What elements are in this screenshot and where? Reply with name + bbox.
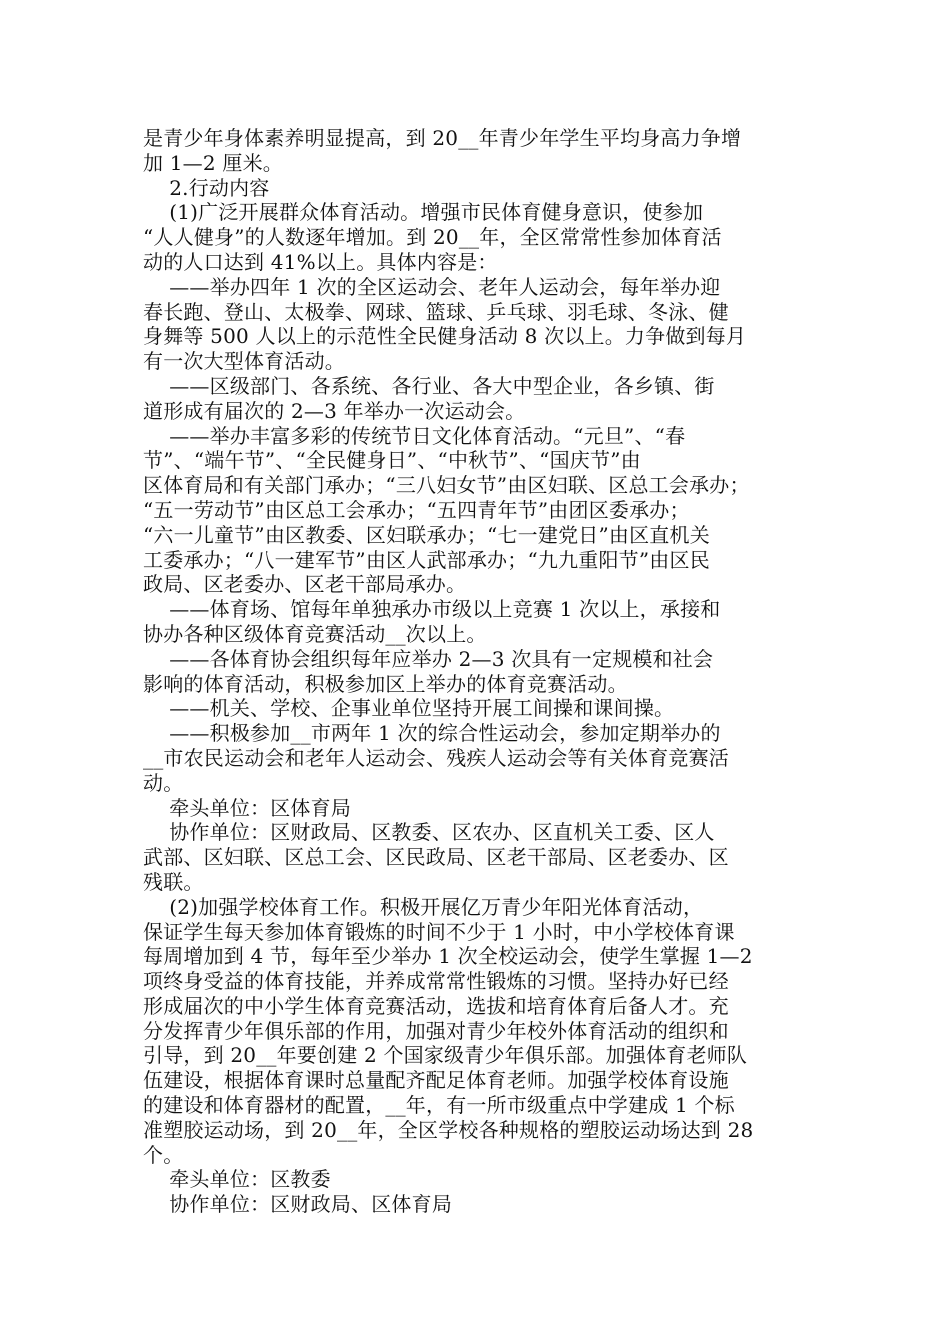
text-line: 伍建设，根据体育课时总量配齐配足体育老师。加强学校体育设施: [143, 1068, 729, 1093]
text-line: 项终身受益的体育技能，并养成常常性锻炼的习惯。坚持办好已经: [143, 969, 729, 994]
text-line: 牵头单位：区教委: [143, 1167, 331, 1192]
text-line: ——体育场、馆每年单独承办市级以上竞赛 1 次以上，承接和: [143, 597, 721, 622]
document-body: [143, 126, 819, 1217]
text-line: 春长跑、登山、太极拳、网球、篮球、乒乓球、羽毛球、冬泳、健: [143, 299, 729, 324]
text-line: 个。: [143, 1142, 184, 1167]
text-line: 保证学生每天参加体育锻炼的时间不少于 1 小时，中小学校体育课: [143, 919, 735, 944]
text-line: 2.行动内容: [143, 175, 270, 200]
text-line: 引导，到 20__年要创建 2 个国家级青少年俱乐部。加强体育老师队: [143, 1043, 748, 1068]
text-line: 影响的体育活动，积极参加区上举办的体育竞赛活动。: [143, 671, 628, 696]
text-line: 的建设和体育器材的配置，__年，有一所市级重点中学建成 1 个标: [143, 1093, 735, 1118]
text-line: ——各体育协会组织每年应举办 2—3 次具有一定规模和社会: [143, 646, 714, 671]
text-line: 身舞等 500 人以上的示范性全民健身活动 8 次以上。力争做到每月: [143, 324, 747, 349]
text-line: 准塑胶运动场，到 20__年，全区学校各种规格的塑胶运动场达到 28: [143, 1117, 754, 1142]
text-line: 牵头单位：区体育局: [143, 795, 352, 820]
text-line: 分发挥青少年俱乐部的作用，加强对青少年校外体育活动的组织和: [143, 1018, 729, 1043]
text-line: __市农民运动会和老年人运动会、残疾人运动会等有关体育竞赛活: [143, 745, 729, 770]
text-line: 协作单位：区财政局、区体育局: [143, 1192, 453, 1217]
text-line: “六一儿童节”由区教委、区妇联承办；“七一建党日”由区直机关: [143, 522, 710, 547]
text-line: 道形成有届次的 2—3 年举办一次运动会。: [143, 398, 526, 423]
text-line: ——机关、学校、企事业单位坚持开展工间操和课间操。: [143, 696, 675, 721]
text-line: 残联。: [143, 869, 204, 894]
text-line: 加 1—2 厘米。: [143, 150, 283, 175]
text-line: “五一劳动节”由区总工会承办；“五四青年节”由团区委承办；: [143, 497, 690, 522]
text-line: 协作单位：区财政局、区教委、区农办、区直机关工委、区人: [143, 820, 715, 845]
text-line: 武部、区妇联、区总工会、区民政局、区老干部局、区老委办、区: [143, 845, 729, 870]
text-line: 区体育局和有关部门承办；“三八妇女节”由区妇联、区总工会承办；: [143, 473, 750, 498]
text-line: (1)广泛开展群众体育活动。增强市民体育健身意识，使参加: [143, 200, 704, 225]
text-line: ——举办丰富多彩的传统节日文化体育活动。“元旦”、“春: [143, 423, 686, 448]
text-line: 工委承办；“八一建军节”由区人武部承办；“九九重阳节”由区民: [143, 547, 710, 572]
text-line: (2)加强学校体育工作。积极开展亿万青少年阳光体育活动，: [143, 894, 704, 919]
text-line: ——区级部门、各系统、各行业、各大中型企业，各乡镇、街: [143, 373, 715, 398]
text-line: ——积极参加__市两年 1 次的综合性运动会，参加定期举办的: [143, 721, 721, 746]
text-line: 形成届次的中小学生体育竞赛活动，选拔和培育体育后备人才。充: [143, 993, 729, 1018]
text-line: “人人健身”的人数逐年增加。到 20__年，全区常常性参加体育活: [143, 225, 722, 250]
text-line: 动。: [143, 770, 184, 795]
text-line: 节”、“端午节”、“全民健身日”、“中秋节”、“国庆节”由: [143, 448, 641, 473]
text-line: 是青少年身体素养明显提高，到 20__年青少年学生平均身高力争增: [143, 126, 742, 150]
text-line: 协办各种区级体育竞赛活动__次以上。: [143, 621, 487, 646]
text-line: 每周增加到 4 节，每年至少举办 1 次全校运动会，使学生掌握 1—2: [143, 944, 753, 969]
text-line: 动的人口达到 41%以上。具体内容是：: [143, 249, 498, 274]
text-line: 政局、区老委办、区老干部局承办。: [143, 572, 467, 597]
text-line: 有一次大型体育活动。: [143, 349, 345, 374]
text-line: ——举办四年 1 次的全区运动会、老年人运动会，每年举办迎: [143, 274, 721, 299]
